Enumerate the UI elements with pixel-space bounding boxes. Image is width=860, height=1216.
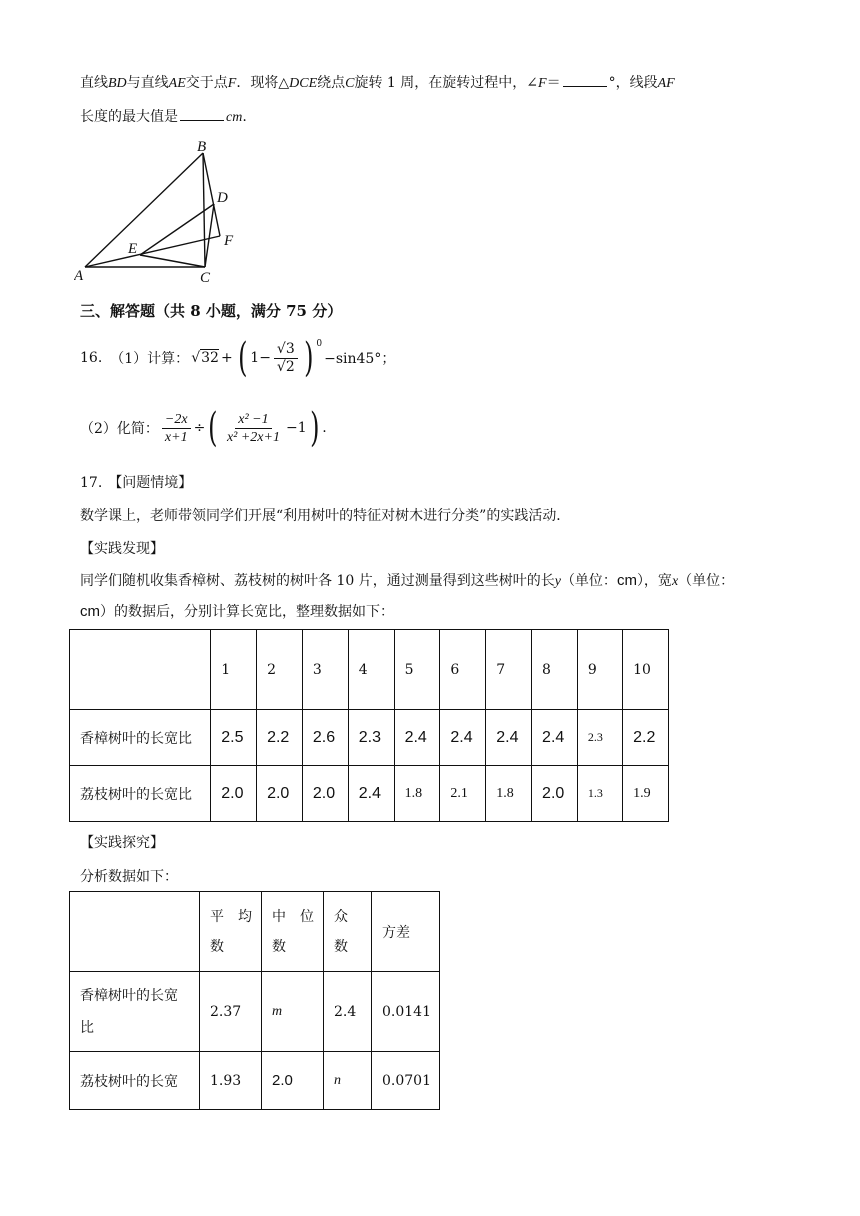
table-row: 荔枝树叶的长宽 1.93 2.0 n 0.0701 — [70, 1052, 440, 1110]
leaf-ratio-stats-table — [69, 891, 440, 1110]
section-title: 三、解答题（共 8 小题，满分 75 分） — [80, 302, 343, 320]
answer-blank-length — [180, 108, 224, 121]
q17-context-text: 数学课上，老师带领同学们开展“利用树叶的特征对树木进行分类”的实践活动． — [80, 508, 571, 524]
leaf-ratio-data-table — [69, 629, 669, 822]
table-header-row: 平 均 数 中 位 数 众 数 方差 — [70, 892, 440, 972]
answer-blank-angle — [563, 74, 607, 87]
table-header-row: 1 2 3 4 5 6 7 8 9 10 — [70, 630, 669, 710]
q17-explore-heading: 【实践探究】 — [80, 835, 164, 851]
q17-practice-heading: 【实践发现】 — [80, 541, 164, 557]
point-label-f: F — [224, 233, 234, 249]
problem-text-line-1: 直线BD与直线AE交于点F．现将△DCE绕点C旋转 1 周，在旋转过程中，∠F＝ °，线段AF — [80, 75, 675, 91]
problem-text-line-2: 长度的最大值是 cm. — [80, 109, 247, 125]
q16-part2: （2）化简： $\frac{-2x}{x+1}$ ÷ ( $\frac{\text{x² −1}}{\text{x² +2x+1}}$ −1 ) . — [80, 405, 327, 451]
table-row: 香樟树叶的长宽 比 2.37 m 2.4 0.0141 — [70, 972, 440, 1052]
point-label-d: D — [217, 190, 228, 206]
q17-description-line-1: 同学们随机收集香樟树、荔枝树的树叶各 10 片，通过测量得到这些树叶的长y（单位：cm），宽x（单位： — [80, 572, 735, 589]
point-label-e: E — [128, 241, 138, 257]
q17-heading: 17. 【问题情境】 — [80, 475, 193, 491]
q17-analysis-text: 分析数据如下： — [80, 869, 178, 885]
table-row: 香樟树叶的长宽比 2.5 2.2 2.6 2.3 2.4 2.4 2.4 2.4 2.3 2.2 — [70, 710, 669, 766]
geometry-figure — [74, 136, 254, 286]
q17-description-line-2: cm）的数据后，分别计算长宽比，整理数据如下： — [80, 603, 394, 620]
point-label-a: A — [74, 268, 84, 284]
point-label-b: B — [197, 139, 207, 155]
table-row: 荔枝树叶的长宽比 2.0 2.0 2.0 2.4 1.8 2.1 1.8 2.0 1.3 1.9 — [70, 766, 669, 822]
q16-part1: 16. （1）计算： √32 + ( 1− $\frac{√3}{√2}$ ) 0 −sin45°； — [80, 335, 396, 381]
point-label-c: C — [200, 270, 211, 286]
